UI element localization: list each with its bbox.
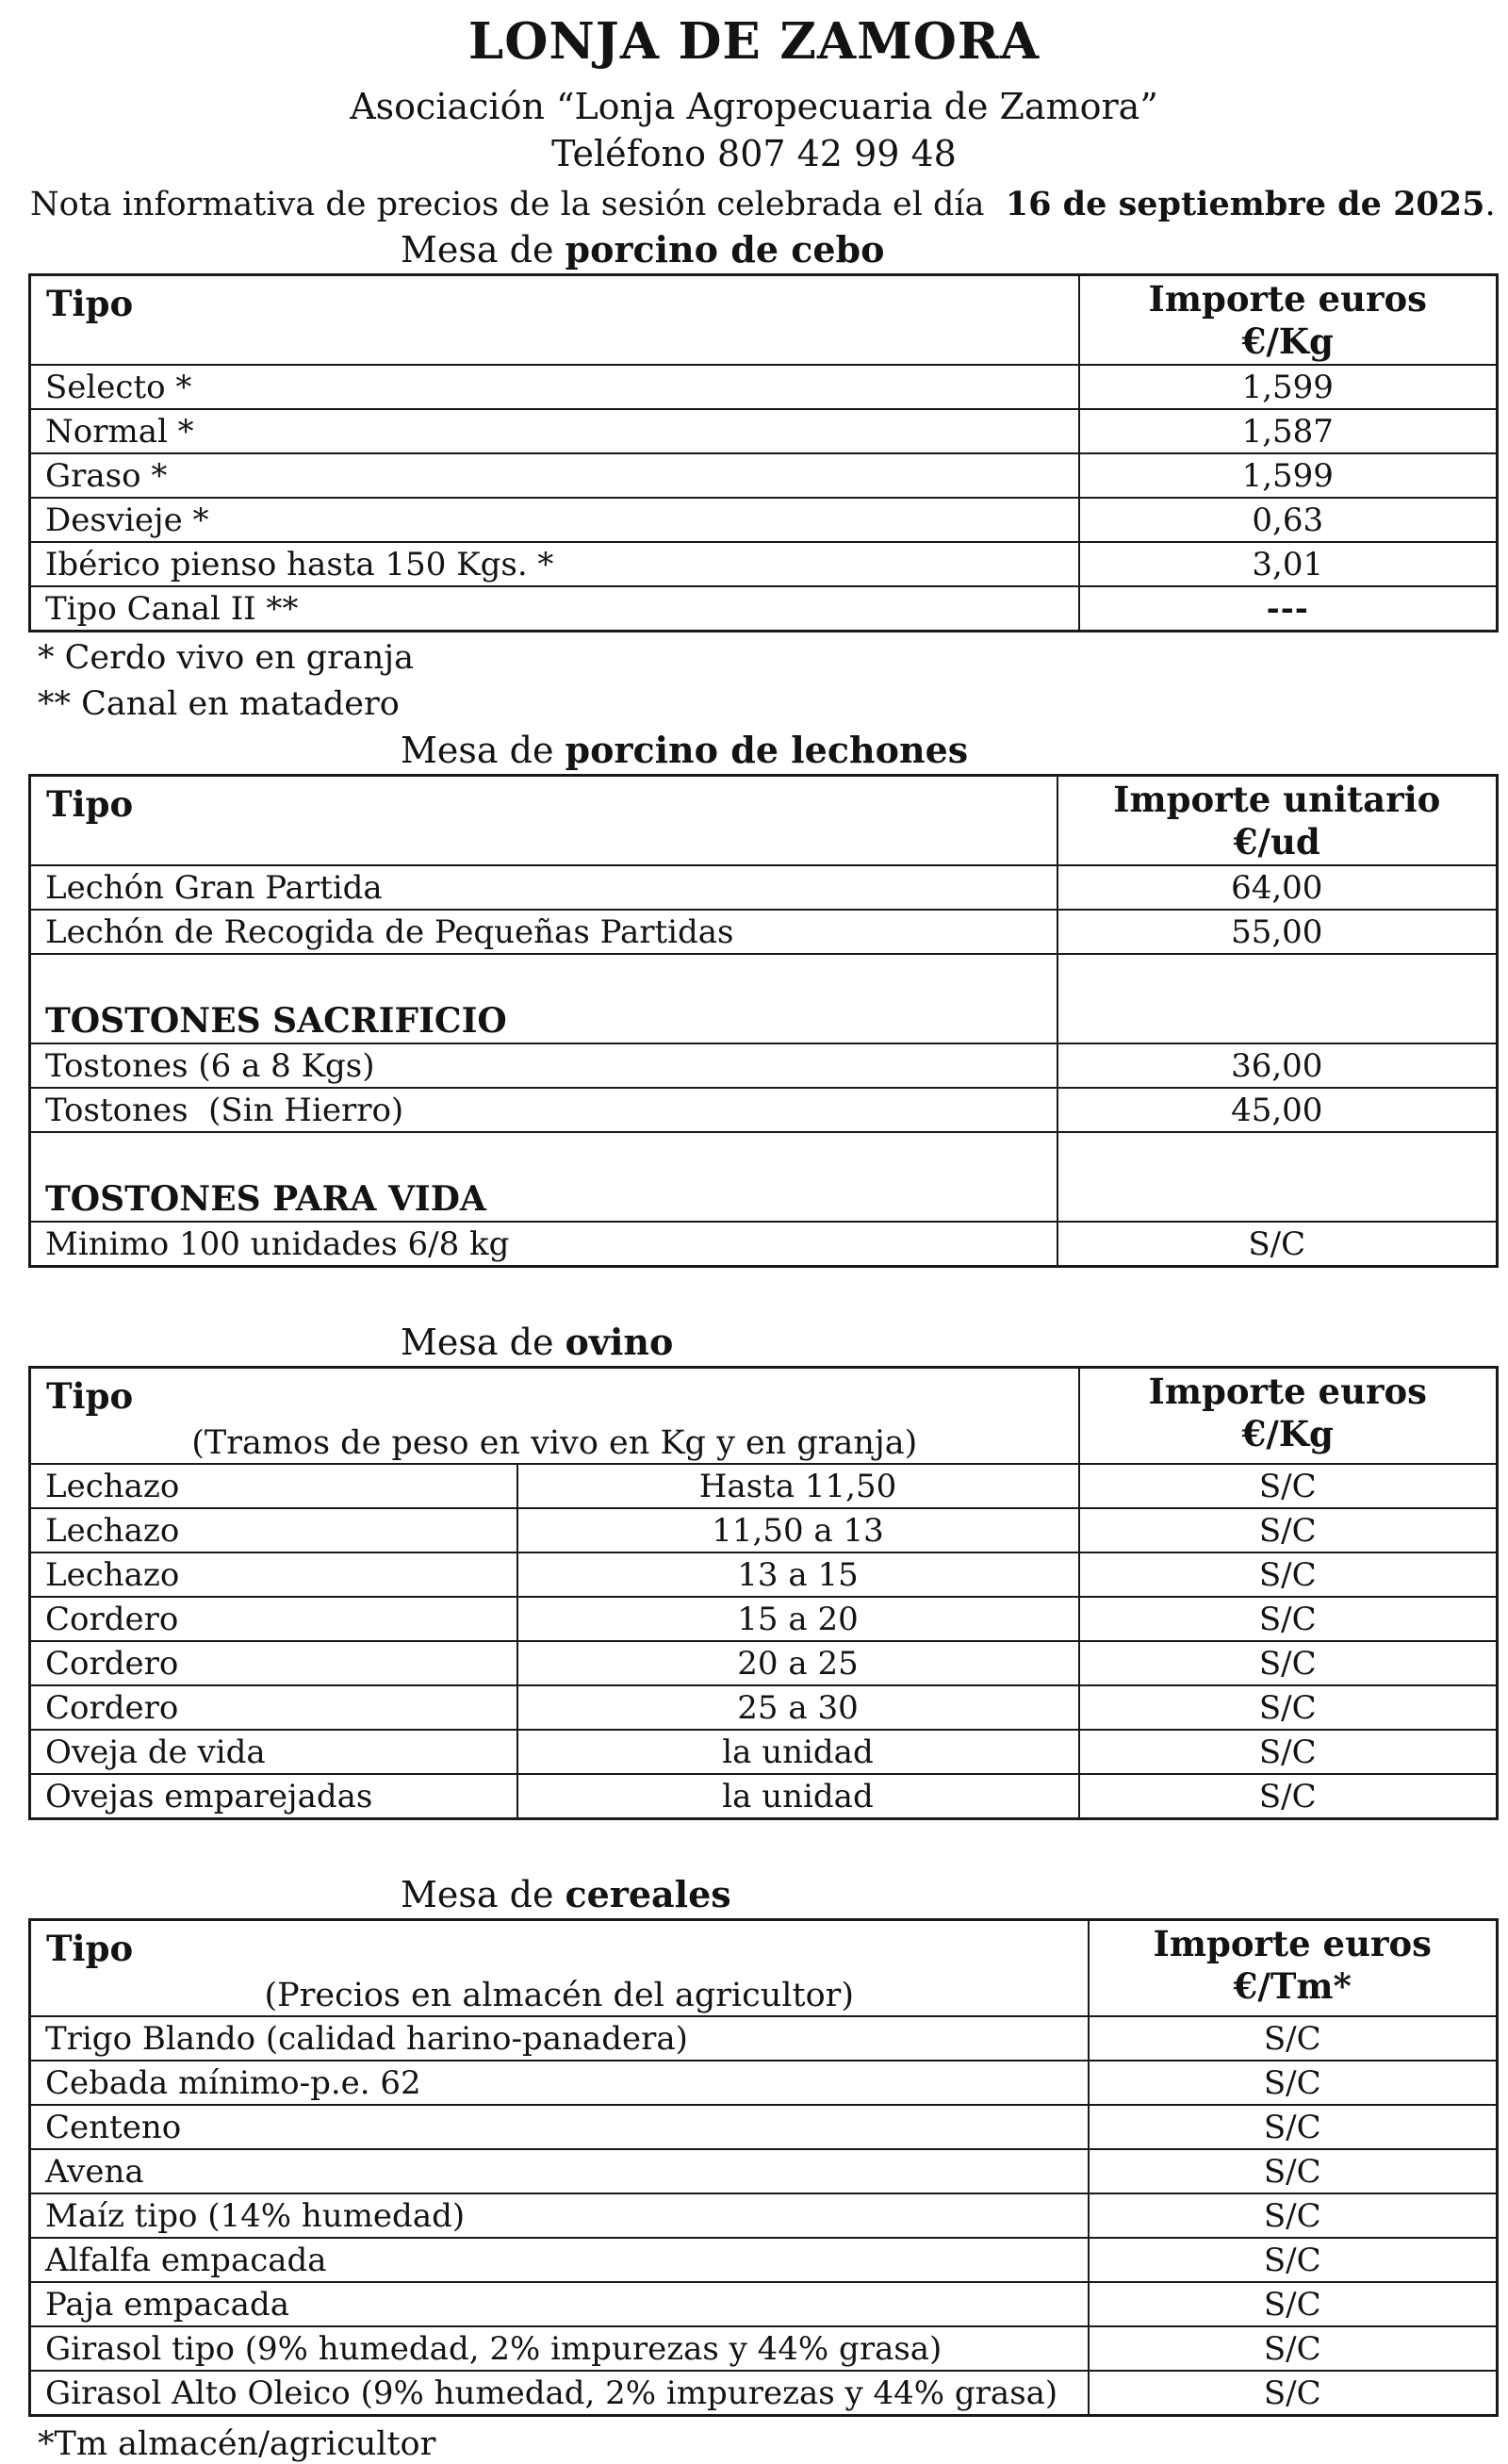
- lechones-col-header-importe: [1057, 776, 1498, 866]
- footnote-cerdo-vivo: * Cerdo vivo en granja: [38, 639, 415, 677]
- footnote-canal-matadero: ** Canal en matadero: [38, 685, 400, 723]
- session-note-prefix: Nota informativa de precios de la sesión celebrada el día: [30, 186, 1006, 223]
- row-label-cell: Lechazo: [30, 1508, 517, 1552]
- table-row: [30, 1552, 1498, 1597]
- row-label-cell: Normal *: [30, 409, 1079, 453]
- ovino-header-row: [30, 1368, 1498, 1465]
- row-value-cell: S/C: [1089, 2282, 1498, 2326]
- row-label-cell: Minimo 100 unidades 6/8 kg: [30, 1222, 1057, 1267]
- session-note-suffix: .: [1484, 186, 1496, 223]
- row-label-cell: Lechazo: [30, 1552, 517, 1597]
- table-row: [30, 1508, 1498, 1552]
- table-row: [30, 2149, 1498, 2193]
- section-title-prefix: Mesa de: [401, 730, 566, 771]
- row-value-cell: S/C: [1089, 2371, 1498, 2416]
- row-range-cell: la unidad: [517, 1730, 1079, 1774]
- row-label-cell: Desvieje *: [30, 498, 1079, 542]
- table-row: [30, 409, 1498, 453]
- table-row: [30, 542, 1498, 586]
- row-value-cell: 1,587: [1079, 409, 1498, 453]
- row-value-cell: S/C: [1089, 2149, 1498, 2193]
- group-header-row: [30, 954, 1498, 1043]
- cebo-table: [28, 273, 1499, 632]
- row-label-cell: Tipo Canal II **: [30, 586, 1079, 632]
- col-header-importe-line1: Importe euros: [1148, 1371, 1427, 1412]
- table-row: [30, 2326, 1498, 2371]
- row-value-cell: S/C: [1089, 2193, 1498, 2238]
- row-value-cell: 45,00: [1057, 1088, 1498, 1132]
- table-row: [30, 2105, 1498, 2149]
- row-label-cell: Lechazo: [30, 1464, 517, 1508]
- row-label-cell: Oveja de vida: [30, 1730, 517, 1774]
- col-header-importe-line1: Importe euros: [1153, 1923, 1432, 1964]
- row-label-cell: Selecto *: [30, 365, 1079, 409]
- row-label-cell: Maíz tipo (14% humedad): [30, 2193, 1089, 2238]
- col-header-tipo-subline: (Precios en almacén del agricultor): [264, 1977, 855, 2014]
- lechones-col-header-tipo: [30, 776, 1057, 866]
- table-row: [30, 2061, 1498, 2105]
- table-row: [30, 2238, 1498, 2282]
- table-row: [30, 2193, 1498, 2238]
- table-row: [30, 365, 1498, 409]
- session-date: 16 de septiembre de 2025: [1005, 185, 1485, 223]
- row-label-cell: Tostones (6 a 8 Kgs): [30, 1043, 1057, 1088]
- row-value-cell: 1,599: [1079, 365, 1498, 409]
- row-label-cell: Lechón de Recogida de Pequeñas Partidas: [30, 910, 1057, 954]
- row-value-cell: 3,01: [1079, 542, 1498, 586]
- row-value-cell: S/C: [1079, 1464, 1498, 1508]
- cereales-col-header-tipo: [30, 1920, 1089, 2017]
- row-range-cell: la unidad: [517, 1774, 1079, 1819]
- row-label-cell: Centeno: [30, 2105, 1089, 2149]
- row-value-cell: 64,00: [1057, 865, 1498, 910]
- association-subtitle: Asociación “Lonja Agropecuaria de Zamora”: [350, 86, 1158, 127]
- cereales-table: [28, 1918, 1499, 2417]
- col-header-importe-line1: Importe unitario: [1113, 779, 1441, 820]
- table-row: [30, 1774, 1498, 1819]
- table-row: [30, 910, 1498, 954]
- table-row: [30, 1043, 1498, 1088]
- row-value-cell: S/C: [1079, 1774, 1498, 1819]
- table-row: [30, 498, 1498, 542]
- ovino-col-header-importe: [1079, 1368, 1498, 1465]
- section-title-ovino: [401, 1322, 1508, 1362]
- cereales-col-header-importe: [1089, 1920, 1498, 2017]
- row-value-cell: S/C: [1057, 1222, 1498, 1267]
- section-title-lechones: [401, 731, 1508, 770]
- row-label-cell: Girasol tipo (9% humedad, 2% impurezas y 44% grasa): [30, 2326, 1089, 2371]
- row-label-cell: Paja empacada: [30, 2282, 1089, 2326]
- phone-line: Teléfono 807 42 99 48: [551, 133, 957, 174]
- table-row: [30, 586, 1498, 632]
- cereales-header-row: [30, 1920, 1498, 2017]
- row-label-cell: Cordero: [30, 1641, 517, 1685]
- section-title-cereales: [401, 1875, 1508, 1914]
- row-value-cell: ---: [1079, 586, 1498, 632]
- row-value-cell: S/C: [1079, 1508, 1498, 1552]
- table-row: [30, 2371, 1498, 2416]
- row-label-cell: Avena: [30, 2149, 1089, 2193]
- row-value-cell: S/C: [1089, 2105, 1498, 2149]
- row-value-cell: S/C: [1089, 2326, 1498, 2371]
- table-row: [30, 453, 1498, 498]
- row-label-cell: Girasol Alto Oleico (9% humedad, 2% impurezas y 44% grasa): [30, 2371, 1089, 2416]
- lechones-table: [28, 774, 1499, 1268]
- col-header-importe-line1: Importe euros: [1148, 278, 1427, 320]
- section-title-bold: cereales: [565, 1873, 731, 1915]
- section-title-prefix: Mesa de: [401, 229, 566, 271]
- table-row: [30, 865, 1498, 910]
- table-row: [30, 1464, 1498, 1508]
- col-header-tipo-label: Tipo: [46, 1375, 134, 1417]
- row-value-cell: S/C: [1089, 2238, 1498, 2282]
- main-title: LONJA DE ZAMORA: [467, 12, 1041, 71]
- row-value-cell: 0,63: [1079, 498, 1498, 542]
- table-row: [30, 1597, 1498, 1641]
- col-header-importe-line2: €/ud: [1233, 821, 1320, 862]
- row-label-cell: Ibérico pienso hasta 150 Kgs. *: [30, 542, 1079, 586]
- cebo-header-row: [30, 275, 1498, 366]
- col-header-tipo-label: Tipo: [46, 283, 134, 324]
- row-value-cell: [1057, 954, 1498, 1043]
- section-title-prefix: Mesa de: [401, 1874, 566, 1915]
- row-value-cell: [1057, 1132, 1498, 1222]
- row-value-cell: S/C: [1079, 1641, 1498, 1685]
- ovino-table: [28, 1366, 1499, 1820]
- ovino-col-header-tipo: [30, 1368, 1079, 1465]
- table-row: [30, 1730, 1498, 1774]
- row-range-cell: 13 a 15: [517, 1552, 1079, 1597]
- row-label-cell: Trigo Blando (calidad harino-panadera): [30, 2016, 1089, 2061]
- footnote-tm-almacen: *Tm almacén/agricultor: [38, 2425, 436, 2463]
- row-label-cell: Cebada mínimo-p.e. 62: [30, 2061, 1089, 2105]
- row-value-cell: 55,00: [1057, 910, 1498, 954]
- row-value-cell: S/C: [1079, 1730, 1498, 1774]
- row-range-cell: 20 a 25: [517, 1641, 1079, 1685]
- table-row: [30, 2016, 1498, 2061]
- row-value-cell: S/C: [1079, 1597, 1498, 1641]
- lechones-header-row: [30, 776, 1498, 866]
- row-label-cell: Alfalfa empacada: [30, 2238, 1089, 2282]
- group-header-row: [30, 1132, 1498, 1222]
- row-label-cell: Lechón Gran Partida: [30, 865, 1057, 910]
- row-value-cell: 36,00: [1057, 1043, 1498, 1088]
- row-label-cell: Cordero: [30, 1597, 517, 1641]
- row-range-cell: 15 a 20: [517, 1597, 1079, 1641]
- row-value-cell: S/C: [1079, 1552, 1498, 1597]
- table-row: [30, 1685, 1498, 1730]
- group-label-cell: TOSTONES PARA VIDA: [30, 1132, 1057, 1222]
- group-label-cell: TOSTONES SACRIFICIO: [30, 954, 1057, 1043]
- section-title-bold: porcino de lechones: [565, 729, 969, 771]
- session-note: [30, 185, 1508, 224]
- row-label-cell: Ovejas emparejadas: [30, 1774, 517, 1819]
- row-value-cell: S/C: [1089, 2016, 1498, 2061]
- col-header-importe-line2: €/Kg: [1241, 320, 1334, 362]
- col-header-tipo-label: Tipo: [46, 783, 134, 825]
- section-title-bold: ovino: [565, 1321, 674, 1363]
- table-row: [30, 1641, 1498, 1685]
- col-header-tipo-label: Tipo: [46, 1928, 134, 1969]
- section-title-bold: porcino de cebo: [565, 228, 885, 271]
- row-value-cell: S/C: [1079, 1685, 1498, 1730]
- table-row: [30, 2282, 1498, 2326]
- table-row: [30, 1222, 1498, 1267]
- section-title-prefix: Mesa de: [401, 1322, 566, 1363]
- row-label-cell: Tostones (Sin Hierro): [30, 1088, 1057, 1132]
- col-header-tipo-subline: (Tramos de peso en vivo en Kg y en granja): [191, 1424, 918, 1462]
- cebo-col-header-importe: [1079, 275, 1498, 366]
- table-row: [30, 1088, 1498, 1132]
- row-value-cell: S/C: [1089, 2061, 1498, 2105]
- price-bulletin-page: [0, 12, 1508, 2463]
- row-range-cell: 11,50 a 13: [517, 1508, 1079, 1552]
- row-range-cell: 25 a 30: [517, 1685, 1079, 1730]
- section-title-cebo: [401, 230, 1508, 270]
- row-label-cell: Cordero: [30, 1685, 517, 1730]
- col-header-importe-line2: €/Kg: [1241, 1413, 1334, 1454]
- row-value-cell: 1,599: [1079, 453, 1498, 498]
- col-header-importe-line2: €/Tm*: [1233, 1965, 1352, 2007]
- row-label-cell: Graso *: [30, 453, 1079, 498]
- row-range-cell: Hasta 11,50: [517, 1464, 1079, 1508]
- cebo-col-header-tipo: [30, 275, 1079, 366]
